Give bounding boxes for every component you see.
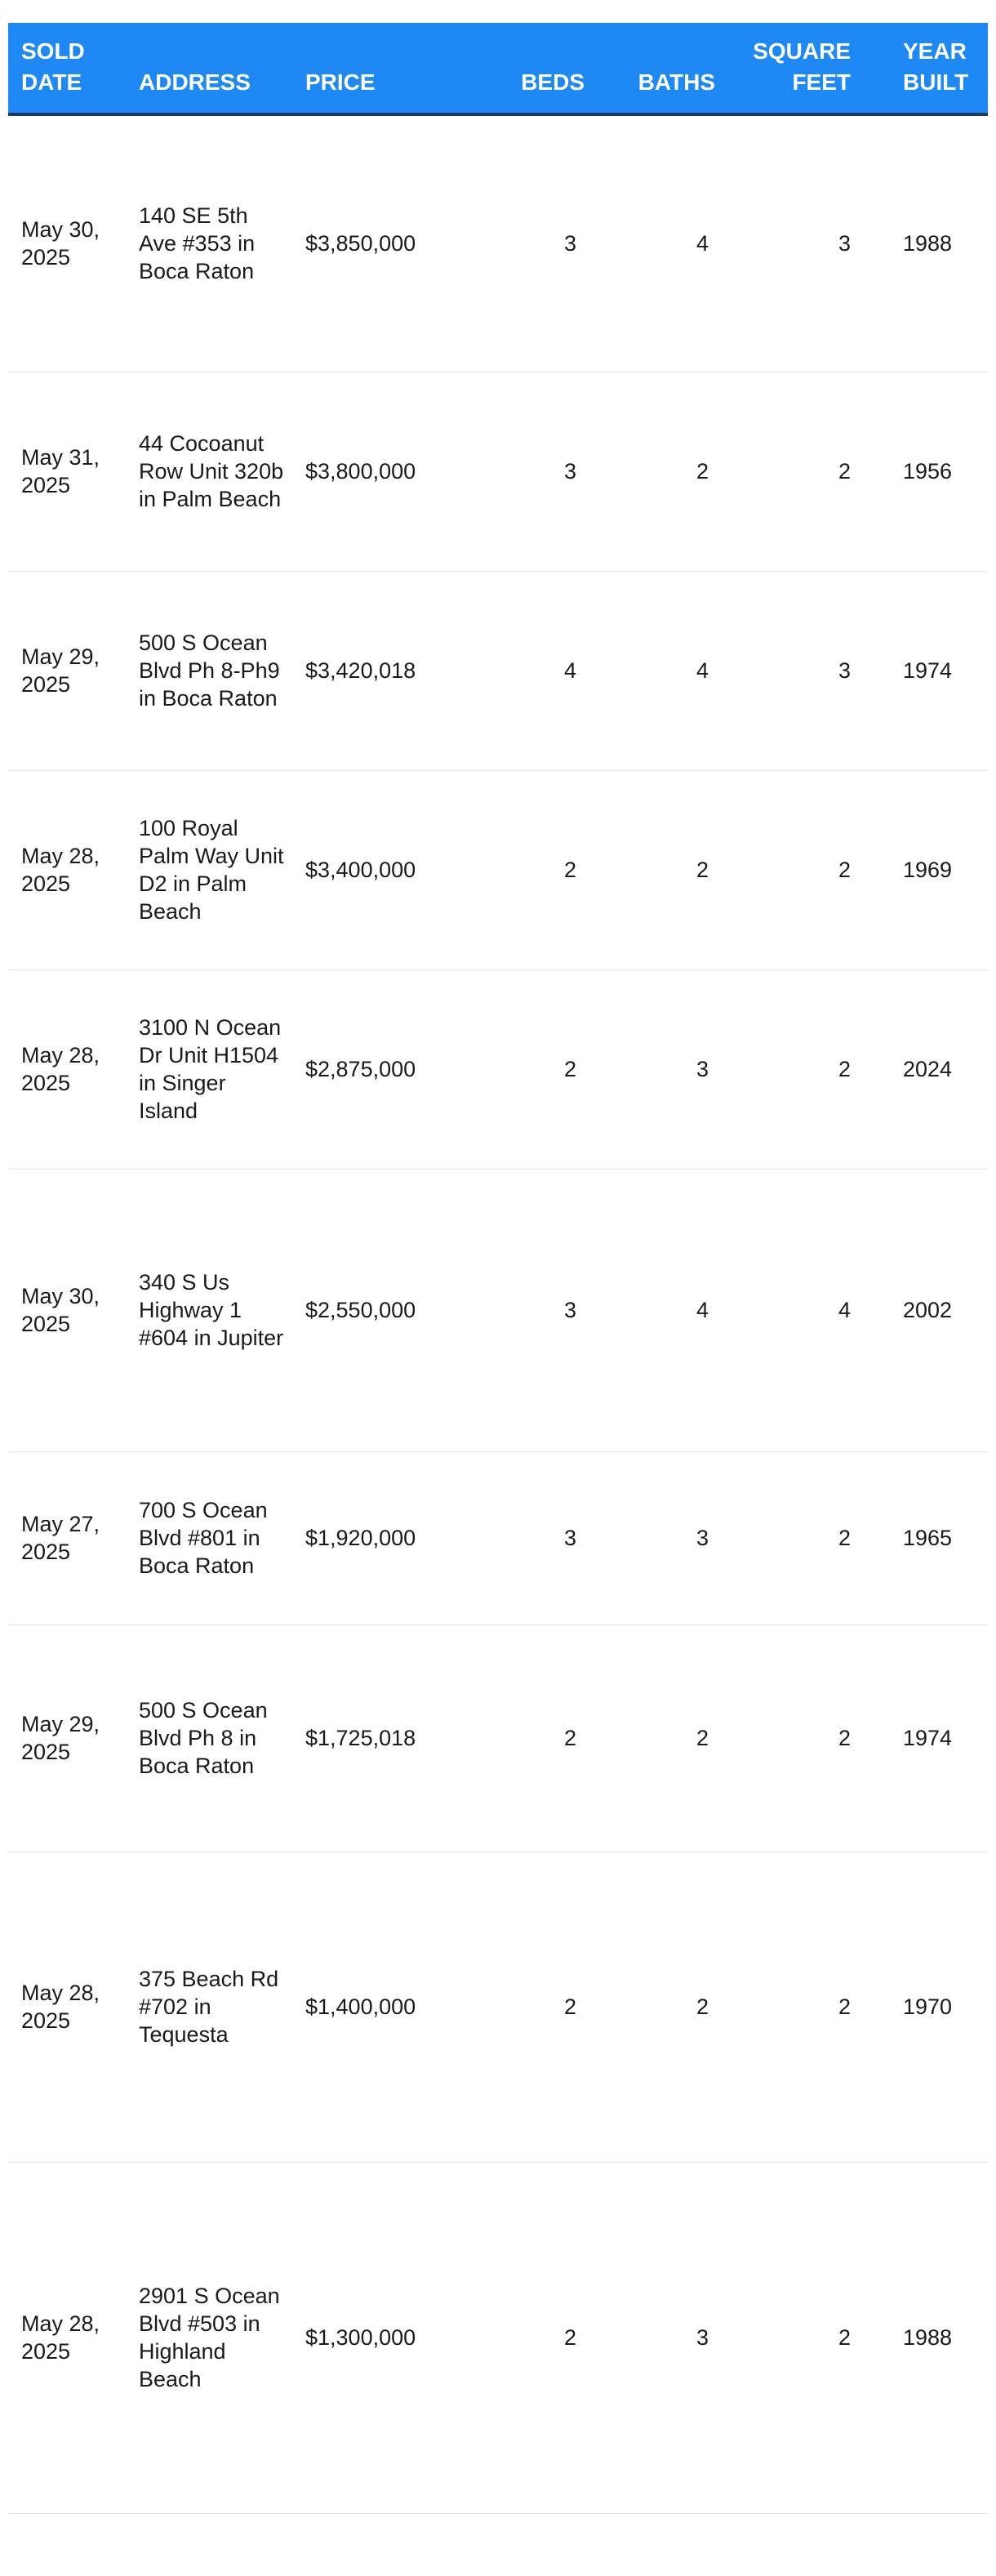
- cell-price: $3,420,018: [292, 571, 478, 770]
- cell-year-built: 1988: [880, 2162, 988, 2513]
- cell-year-built: 1974: [880, 1624, 988, 1852]
- cell-address: 500 S Ocean Blvd Ph 8 in Boca Raton: [126, 1624, 292, 1852]
- cell-address: 100 Royal Palm Way Unit D2 in Palm Beach: [126, 770, 292, 969]
- cell-baths: 3: [598, 1451, 728, 1624]
- table-row: [8, 1852, 988, 2162]
- cell-sold-date: May 29, 2025: [8, 571, 126, 770]
- cell-square-feet: 4: [728, 1169, 880, 1451]
- cell-sold-date: May 29, 2025: [8, 1624, 126, 1852]
- table-row: [8, 372, 988, 571]
- recent-sales-table: [8, 23, 988, 2514]
- cell-square-feet: 3: [728, 571, 880, 770]
- cell-price: $1,400,000: [292, 1852, 478, 2162]
- header-beds: BEDS: [478, 23, 598, 114]
- cell-square-feet: 2: [728, 372, 880, 571]
- table-row: [8, 1624, 988, 1852]
- cell-baths: 3: [598, 969, 728, 1169]
- cell-baths: 3: [598, 2162, 728, 2513]
- table-body: [8, 114, 988, 2513]
- cell-address: 375 Beach Rd #702 in Tequesta: [126, 1852, 292, 2162]
- cell-price: $2,550,000: [292, 1169, 478, 1451]
- cell-square-feet: 2: [728, 770, 880, 969]
- cell-baths: 4: [598, 571, 728, 770]
- table-row: [8, 969, 988, 1169]
- header-row: [8, 23, 988, 114]
- cell-year-built: 1956: [880, 372, 988, 571]
- cell-price: $1,920,000: [292, 1451, 478, 1624]
- cell-address: 44 Cocoanut Row Unit 320b in Palm Beach: [126, 372, 292, 571]
- cell-baths: 2: [598, 1852, 728, 2162]
- cell-beds: 3: [478, 1451, 598, 1624]
- cell-baths: 4: [598, 1169, 728, 1451]
- header-address: ADDRESS: [126, 23, 292, 114]
- cell-sold-date: May 28, 2025: [8, 969, 126, 1169]
- header-price: PRICE: [292, 23, 478, 114]
- cell-price: $3,850,000: [292, 114, 478, 372]
- cell-beds: 4: [478, 571, 598, 770]
- cell-address: 2901 S Ocean Blvd #503 in Highland Beach: [126, 2162, 292, 2513]
- cell-square-feet: 3: [728, 114, 880, 372]
- header-sold-date: SOLD DATE: [8, 23, 126, 114]
- cell-year-built: 2002: [880, 1169, 988, 1451]
- table-row: [8, 114, 988, 372]
- cell-square-feet: 2: [728, 1852, 880, 2162]
- cell-sold-date: May 31, 2025: [8, 372, 126, 571]
- header-baths: BATHS: [598, 23, 728, 114]
- cell-baths: 2: [598, 1624, 728, 1852]
- cell-price: $3,800,000: [292, 372, 478, 571]
- table-row: [8, 2162, 988, 2513]
- cell-sold-date: May 30, 2025: [8, 1169, 126, 1451]
- cell-square-feet: 2: [728, 969, 880, 1169]
- cell-beds: 2: [478, 770, 598, 969]
- cell-sold-date: May 28, 2025: [8, 770, 126, 969]
- cell-beds: 2: [478, 2162, 598, 2513]
- sales-table-container: [8, 23, 988, 2514]
- cell-address: 700 S Ocean Blvd #801 in Boca Raton: [126, 1451, 292, 1624]
- cell-beds: 3: [478, 114, 598, 372]
- cell-sold-date: May 30, 2025: [8, 114, 126, 372]
- header-square-feet: SQUARE FEET: [728, 23, 880, 114]
- cell-beds: 3: [478, 1169, 598, 1451]
- cell-address: 3100 N Ocean Dr Unit H1504 in Singer Island: [126, 969, 292, 1169]
- cell-sold-date: May 28, 2025: [8, 1852, 126, 2162]
- cell-beds: 2: [478, 1624, 598, 1852]
- cell-price: $2,875,000: [292, 969, 478, 1169]
- table-row: [8, 1451, 988, 1624]
- cell-sold-date: May 28, 2025: [8, 2162, 126, 2513]
- cell-year-built: 2024: [880, 969, 988, 1169]
- table-row: [8, 770, 988, 969]
- table-row: [8, 571, 988, 770]
- cell-baths: 4: [598, 114, 728, 372]
- cell-baths: 2: [598, 770, 728, 969]
- cell-year-built: 1970: [880, 1852, 988, 2162]
- cell-price: $1,300,000: [292, 2162, 478, 2513]
- table-row: [8, 1169, 988, 1451]
- cell-square-feet: 2: [728, 1451, 880, 1624]
- cell-address: 140 SE 5th Ave #353 in Boca Raton: [126, 114, 292, 372]
- cell-square-feet: 2: [728, 2162, 880, 2513]
- cell-baths: 2: [598, 372, 728, 571]
- cell-sold-date: May 27, 2025: [8, 1451, 126, 1624]
- cell-year-built: 1974: [880, 571, 988, 770]
- cell-price: $1,725,018: [292, 1624, 478, 1852]
- cell-year-built: 1988: [880, 114, 988, 372]
- cell-year-built: 1965: [880, 1451, 988, 1624]
- cell-beds: 2: [478, 1852, 598, 2162]
- cell-address: 500 S Ocean Blvd Ph 8-Ph9 in Boca Raton: [126, 571, 292, 770]
- header-year-built: YEAR BUILT: [880, 23, 988, 114]
- cell-beds: 2: [478, 969, 598, 1169]
- table-header: [8, 23, 988, 114]
- cell-address: 340 S Us Highway 1 #604 in Jupiter: [126, 1169, 292, 1451]
- cell-price: $3,400,000: [292, 770, 478, 969]
- cell-square-feet: 2: [728, 1624, 880, 1852]
- cell-year-built: 1969: [880, 770, 988, 969]
- cell-beds: 3: [478, 372, 598, 571]
